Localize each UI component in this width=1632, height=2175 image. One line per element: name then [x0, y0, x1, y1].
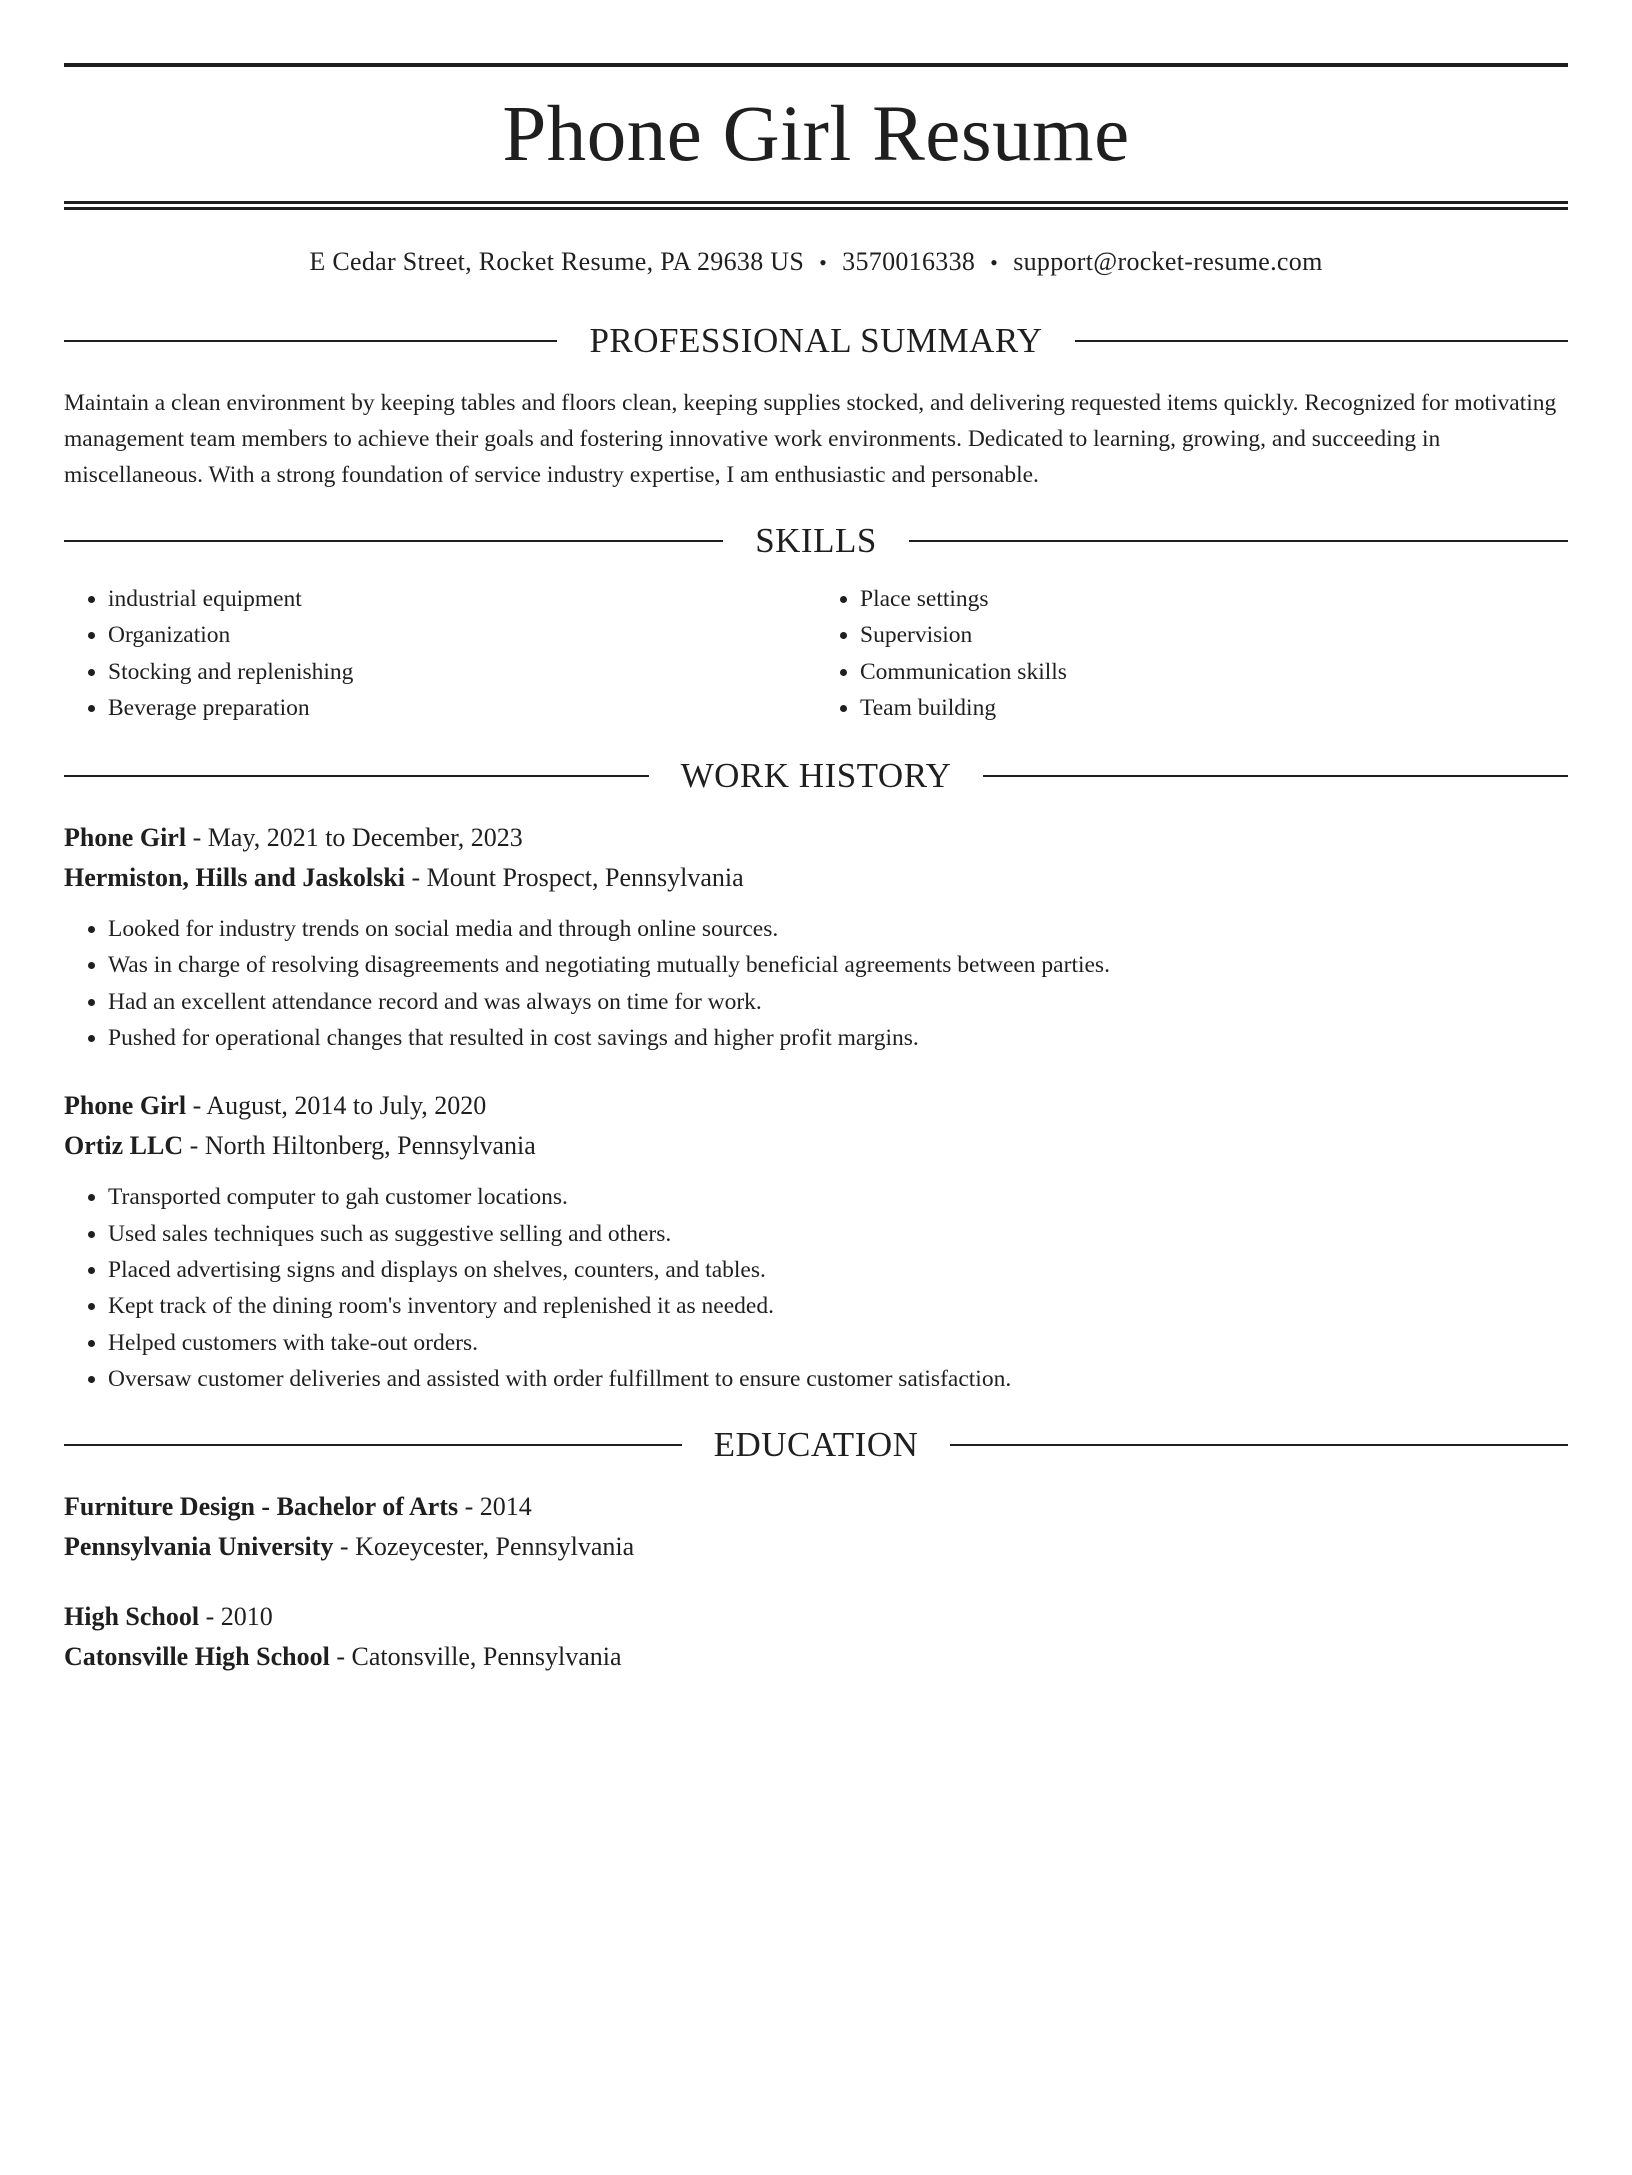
skills-list — [64, 581, 1568, 726]
heading-rule — [983, 775, 1568, 777]
skill-item: • Place settings — [860, 581, 1568, 617]
job-title-line — [64, 1086, 1568, 1126]
duty-item: • Placed advertising signs and displays on shelves, counters, and tables. — [108, 1252, 1568, 1288]
duty-item: • Pushed for operational changes that resulted in cost savings and higher profit margins. — [108, 1020, 1568, 1056]
job-dates: - August, 2014 to July, 2020 — [186, 1091, 487, 1121]
job-duties — [64, 1179, 1568, 1397]
job-entry — [64, 1086, 1568, 1397]
heading-rule — [64, 540, 723, 542]
heading-rule — [1075, 340, 1568, 342]
skill-item: • industrial equipment — [108, 581, 816, 617]
job-company-line — [64, 858, 1568, 898]
job-title: Phone Girl — [64, 1091, 187, 1121]
section-heading-skills — [64, 521, 1568, 561]
section-title: WORK HISTORY — [680, 756, 952, 796]
duty-item: • Oversaw customer deliveries and assisted with order fulfillment to ensure customer satisfaction. — [108, 1361, 1568, 1397]
duty-item: • Looked for industry trends on social media and through online sources. — [108, 911, 1568, 947]
degree: Furniture Design - Bachelor of Arts — [64, 1492, 459, 1522]
heading-rule — [64, 340, 557, 342]
job-duties — [64, 911, 1568, 1056]
school: Pennsylvania University — [64, 1532, 334, 1562]
job-entry — [64, 818, 1568, 1056]
section-title: SKILLS — [755, 521, 877, 560]
school-line — [64, 1527, 1568, 1567]
skill-item: • Communication skills — [860, 654, 1568, 690]
resume-page — [0, 63, 1632, 2175]
job-company: Ortiz LLC — [64, 1131, 184, 1161]
contact-address: E Cedar Street, Rocket Resume, PA 29638 US — [309, 247, 805, 276]
section-heading-summary — [64, 321, 1568, 361]
degree-year: - 2014 — [458, 1492, 532, 1522]
school-location: - Kozeycester, Pennsylvania — [333, 1532, 635, 1562]
job-location: - North Hiltonberg, Pennsylvania — [183, 1131, 536, 1161]
education-entry — [64, 1487, 1568, 1567]
duty-item: • Used sales techniques such as suggestive selling and others. — [108, 1216, 1568, 1252]
duty-item: • Helped customers with take-out orders. — [108, 1325, 1568, 1361]
skill-item: • Stocking and replenishing — [108, 654, 816, 690]
heading-rule — [950, 1444, 1568, 1446]
summary-text: Maintain a clean environment by keeping tables and floors clean, keeping supplies stocked, and delivering requested items quickly. Recognized for motivating management team members to achieve their goals and fostering innovative work environments. Dedicated to learning, growing, and succeeding in miscellaneous. With a strong foundation of service industry expertise, I am enthusiastic and personable. — [64, 390, 1557, 488]
education-entry — [64, 1597, 1568, 1677]
skill-item: • Organization — [108, 617, 816, 653]
school: Catonsville High School — [64, 1642, 330, 1672]
school-line — [64, 1637, 1568, 1677]
resume-title: Phone Girl Resume — [502, 91, 1130, 178]
job-title: Phone Girl — [64, 823, 187, 853]
section-title: PROFESSIONAL SUMMARY — [589, 321, 1043, 360]
duty-item: • Kept track of the dining room's inventory and replenished it as needed. — [108, 1288, 1568, 1324]
skill-item: • Team building — [860, 690, 1568, 726]
job-company-line — [64, 1126, 1568, 1166]
duty-item: • Transported computer to gah customer locations. — [108, 1179, 1568, 1215]
skills-column-right — [816, 581, 1568, 726]
degree: High School — [64, 1602, 200, 1632]
title-double-rule — [64, 201, 1568, 210]
duty-item: • Was in charge of resolving disagreements and negotiating mutually beneficial agreements between parties. — [108, 947, 1568, 983]
contact-phone: 3570016338 — [842, 247, 976, 276]
heading-rule — [64, 775, 649, 777]
section-title: EDUCATION — [713, 1425, 919, 1465]
job-dates: - May, 2021 to December, 2023 — [186, 823, 523, 853]
contact-line — [64, 246, 1568, 279]
duty-item: • Had an excellent attendance record and was always on time for work. — [108, 984, 1568, 1020]
contact-separator: • — [819, 250, 828, 275]
degree-line — [64, 1597, 1568, 1637]
skill-item: • Beverage preparation — [108, 690, 816, 726]
top-rule — [64, 63, 1568, 67]
job-company: Hermiston, Hills and Jaskolski — [64, 863, 405, 893]
section-heading-education — [64, 1425, 1568, 1465]
skill-item: • Supervision — [860, 617, 1568, 653]
school-location: - Catonsville, Pennsylvania — [329, 1642, 622, 1672]
job-title-line — [64, 818, 1568, 858]
contact-email: support@rocket-resume.com — [1013, 247, 1323, 276]
degree-year: - 2010 — [199, 1602, 273, 1632]
section-heading-work — [64, 756, 1568, 796]
skills-column-left — [64, 581, 816, 726]
job-location: - Mount Prospect, Pennsylvania — [404, 863, 744, 893]
heading-rule — [64, 1444, 682, 1446]
heading-rule — [909, 540, 1568, 542]
degree-line — [64, 1487, 1568, 1527]
contact-separator: • — [990, 250, 999, 275]
